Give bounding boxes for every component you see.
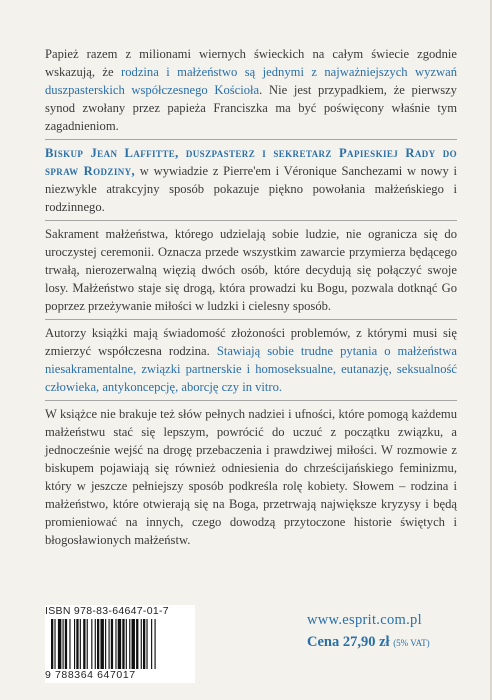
price bbox=[307, 634, 430, 651]
barcode-bar bbox=[51, 619, 53, 669]
price-vat: (5% VAT) bbox=[393, 638, 430, 648]
p3-text: Sakrament małżeństwa, którego udzielają sobie ludzie, nie ogranicza się do uroczystej ceremonii. Oznacza przede wszystkim zawarcie przymierza będącego trwałą, nierozerwalną więzią dwóch osób, które decydują się połączyć swoje losy. Małżeństwo staje się drogą, która prowadzi ku Bogu, pozwala dotknąć Go poprzez przeżywanie miłości w ludzki i cielesny sposób. bbox=[45, 227, 457, 313]
barcode-bar bbox=[132, 619, 135, 669]
p1-text-a: Papież razem z milionami wiernych świeckich na całym świecie zgodnie wskazują, że bbox=[45, 47, 457, 79]
barcode-bars bbox=[51, 619, 191, 669]
paragraph-1 bbox=[45, 45, 457, 135]
barcode-bar bbox=[91, 619, 92, 669]
barcode-bar bbox=[97, 619, 99, 669]
barcode-bar bbox=[76, 619, 78, 669]
barcode-bar bbox=[155, 619, 156, 669]
barcode-bar bbox=[151, 619, 152, 669]
barcode-bar bbox=[136, 619, 138, 669]
barcode-bar bbox=[83, 619, 85, 669]
barcode-bar bbox=[118, 619, 121, 669]
paragraph-3 bbox=[45, 225, 457, 315]
barcode-bar bbox=[95, 619, 96, 669]
barcode-bar bbox=[80, 619, 81, 669]
barcode-bar bbox=[105, 619, 106, 669]
blurb-text bbox=[45, 45, 457, 549]
p5-text: W książce nie brakuje też słów pełnych nadziei i ufności, które pomogą każdemu małżeństwu stać się lepszym, powrócić do uczuć z początku związku, a jednocześnie wejść na drogę przebaczenia i prawdziwej miłości. W rozmowie z biskupem pojawiają się również odniesienia do chrześcijańskiego feminizmu, który w jeszcze pełniejszy sposób podkreśla rolę kobiety. Słowem – rodzina i małżeństwo, które otwierają się na Boga, przetrwają największe kryzysy i będą promieniować na innych, czego dowodzą przytoczone historie świętych i błogosławionych małżeństw. bbox=[45, 407, 457, 547]
barcode-bar bbox=[129, 619, 130, 669]
barcode-bar bbox=[141, 619, 142, 669]
barcode-bar bbox=[115, 619, 116, 669]
barcode-bar bbox=[54, 619, 55, 669]
p1-highlight: rodzina i małżeństwo są jednymi z najważniejszych wyzwań duszpasterskich współczesnego Kościoła bbox=[45, 65, 457, 97]
paragraph-5 bbox=[45, 405, 457, 549]
divider bbox=[45, 400, 457, 401]
barcode-bar bbox=[126, 619, 127, 669]
barcode-bar bbox=[69, 619, 70, 669]
paragraph-2 bbox=[45, 144, 457, 216]
barcode-bar bbox=[87, 619, 88, 669]
barcode-bar bbox=[146, 619, 147, 669]
barcode-number: 9 788364 647017 bbox=[45, 669, 136, 681]
p1-text-b: . Nie jest przypadkiem, że pierwszy synod zwołany przez papieża Franciszka ma być poświęcony właśnie tym zagadnieniom. bbox=[45, 83, 457, 133]
p2-text: w wywiadzie z Pierre'em i Véronique Sanchezami w nowy i niezwykle atrakcyjny sposób pokazuje piękno powołania małżeńskiego i rodzinnego. bbox=[45, 164, 457, 214]
barcode-bar bbox=[109, 619, 110, 669]
paragraph-4 bbox=[45, 324, 457, 396]
barcode-bar bbox=[143, 619, 145, 669]
barcode-bar bbox=[111, 619, 113, 669]
isbn-label: ISBN 978-83-64647-01-7 bbox=[45, 605, 169, 617]
price-label: Cena 27,90 zł bbox=[307, 634, 390, 650]
barcode-bar bbox=[58, 619, 61, 669]
barcode-bar bbox=[65, 619, 67, 669]
website-link[interactable]: www.esprit.com.pl bbox=[307, 612, 422, 628]
barcode-bar bbox=[100, 619, 103, 669]
author-name-smallcaps: Biskup Jean Laffitte, duszpasterz i sekretarz Papieskiej Rady do spraw Rodziny, bbox=[45, 146, 457, 178]
barcode-bar bbox=[63, 619, 64, 669]
barcode-bar bbox=[74, 619, 75, 669]
divider bbox=[45, 319, 457, 320]
p4-highlight: Stawiają sobie trudne pytania o małżeństwa niesakramentalne, związki partnerskie i homoseksualne, eutanazję, seksualność człowieka, antykoncepcję, aborcję czy in vitro. bbox=[45, 344, 457, 394]
barcode-bar bbox=[122, 619, 124, 669]
divider bbox=[45, 220, 457, 221]
divider bbox=[45, 139, 457, 140]
p4-text: Autorzy książki mają świadomość złożoności problemów, z którymi musi się zmierzyć współczesna rodzina. bbox=[45, 326, 457, 358]
barcode bbox=[45, 605, 195, 683]
